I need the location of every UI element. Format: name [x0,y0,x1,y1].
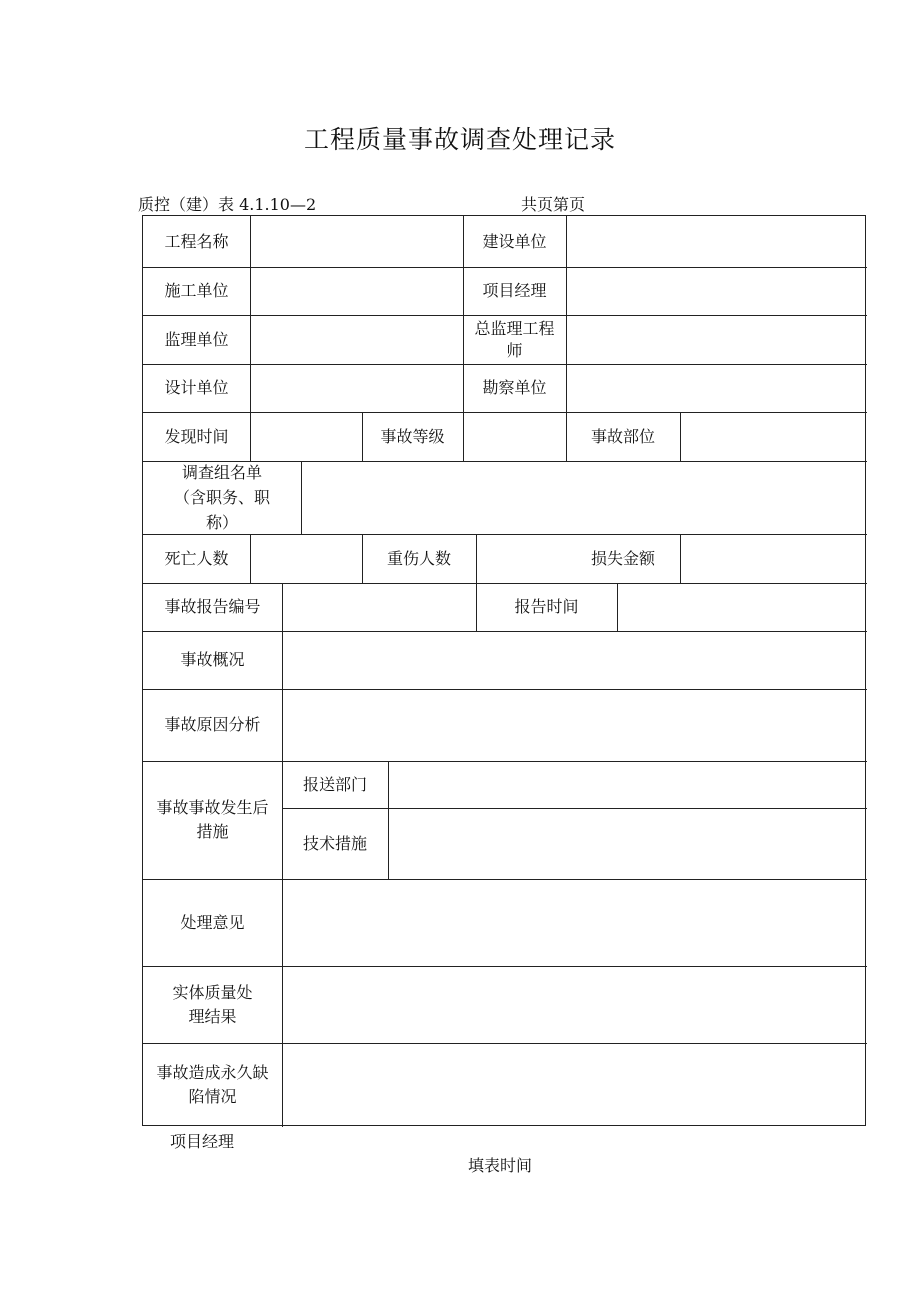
form-code: 质控（建）表 4.1.10—2 [138,195,317,214]
col-line [250,216,251,412]
label-accident-location: 事故部位 [590,426,655,446]
label-permanent-defects: 事故造成永久缺 陷情况 [156,1063,269,1106]
col-line [388,761,389,879]
form-title: 工程质量事故调查处理记录 [303,125,616,154]
label-report-number: 事故报告编号 [164,597,261,616]
page-indicator: 共页第页 [521,195,586,214]
label-survey-unit: 勘察单位 [482,378,547,397]
col-line [282,631,283,1127]
label-accident-summary: 事故概况 [180,650,245,669]
label-post-accident-measures: 事故事故发生后 措施 [156,798,269,841]
col-line [680,534,681,583]
col-line [250,412,251,461]
label-discovery-time: 发现时间 [164,426,229,446]
footer-fill-time: 填表时间 [468,1156,533,1175]
label-cause-analysis: 事故原因分析 [164,715,261,734]
label-quality-result: 实体质量处 理结果 [172,982,253,1026]
col-line [301,461,302,534]
col-line [566,216,567,412]
col-line [282,583,283,631]
label-loss-amount: 损失金额 [590,548,655,568]
col-line [476,534,477,583]
label-report-time: 报告时间 [514,597,579,616]
label-project-name: 工程名称 [164,231,229,251]
col-line [463,412,464,461]
label-construction-owner: 建设单位 [482,231,547,251]
label-supervision-unit: 监理单位 [164,329,229,349]
col-line [617,583,618,631]
footer-project-manager: 项目经理 [170,1132,235,1151]
label-deaths: 死亡人数 [164,548,229,568]
label-builder-unit: 施工单位 [164,281,229,300]
label-serious-injuries: 重伤人数 [386,548,451,568]
label-chief-supervisor: 总监理工程 师 [474,318,555,360]
label-technical-measures: 技术措施 [302,833,367,853]
label-accident-level: 事故等级 [380,426,445,446]
label-handling-opinion: 处理意见 [180,912,245,932]
label-design-unit: 设计单位 [164,378,229,397]
col-line [250,534,251,583]
record-table [142,215,866,1126]
row-line [143,412,867,413]
label-investigation-team: 调查组名单 （含职务、职 称） [173,463,270,532]
col-line [680,412,681,461]
label-reported-to: 报送部门 [302,774,367,794]
label-project-manager: 项目经理 [482,281,547,300]
